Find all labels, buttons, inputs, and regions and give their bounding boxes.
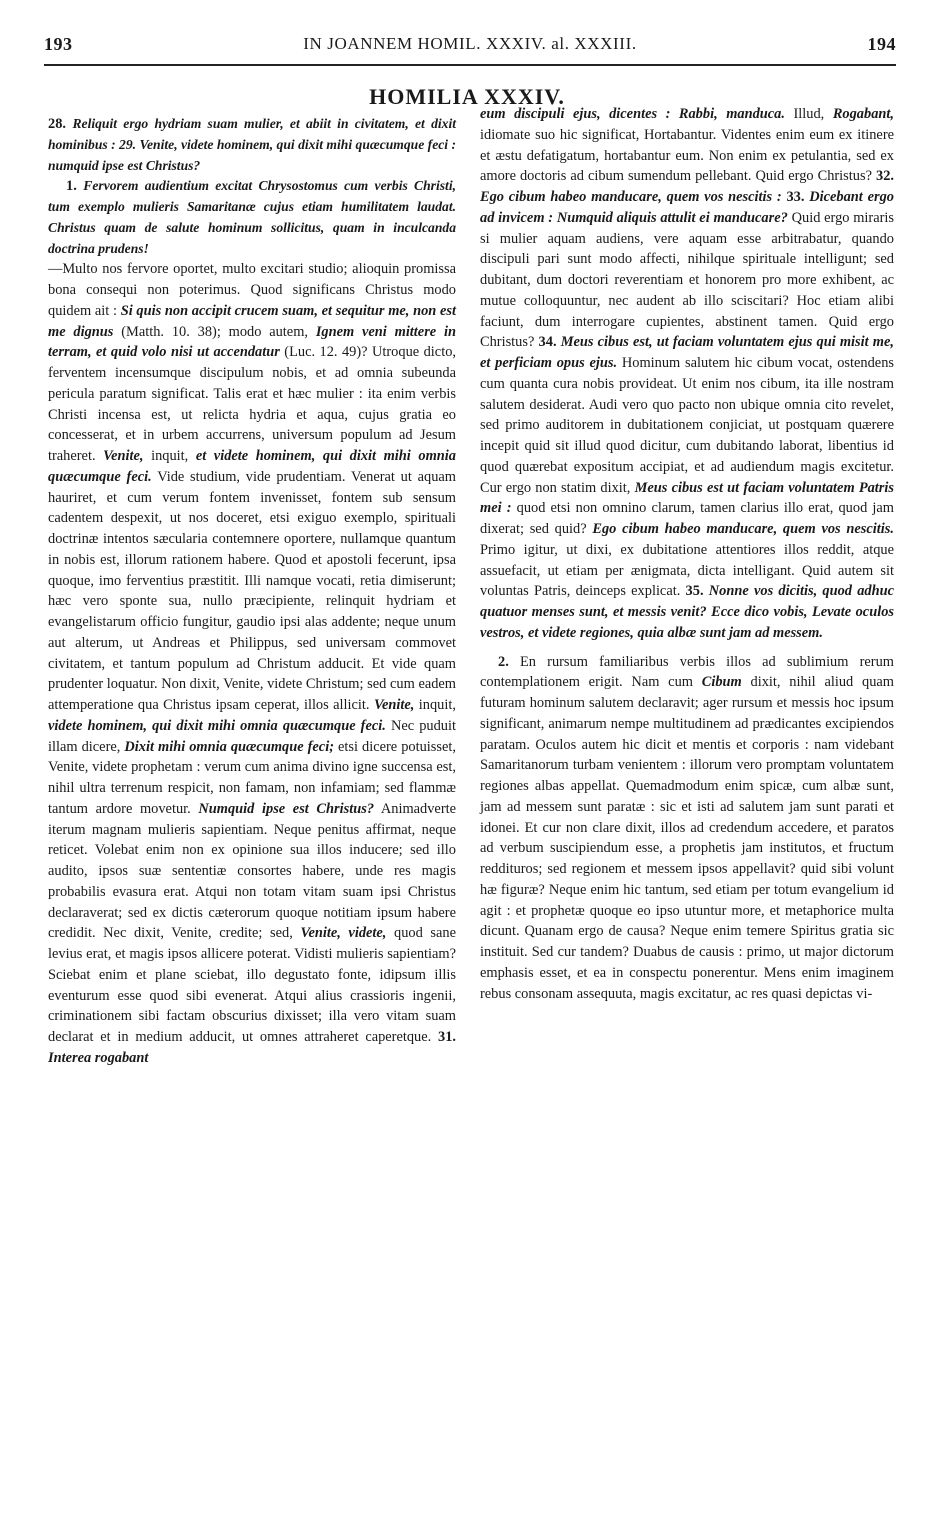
running-head [44,34,896,58]
body-text: quod sane levius erat, et magis ipsos allicere poterat. Vidisti mulieris sapientiam? Sciebat enim et plane sciebat, illo degustato fonte, idipsum illis eventurum esse quod sibi evenerat. Atqui alius crassioris ingenii, criminationem sibi factam obscurius dixisset; illa vero vitam suam declarat et in medium adducit, ut omnes attraheret caperetque. [48,925,456,1045]
body-text: En rursum familiaribus verbis illos ad sublimium rerum contemplationem erigit. Nam cum [480,653,894,691]
quotation: Ego cibum habeo manducare, quem vos nescitis. [592,521,894,537]
quotation: eum discipuli ejus, dicentes : Rabbi, manduca. [480,106,785,122]
body-text: quod etsi non omnino clarum, tamen clarius illo erat, quod jam dixerat; sed quid? [480,500,894,537]
page-number-left: 193 [44,34,73,54]
quotation: Venite, [103,448,144,464]
quotation: Venite, videte, [300,925,387,942]
verse-text: Reliquit ergo hydriam suam mulier, et abiit in civitatem, et dixit hominibus : 29. Venite, videte hominem, qui dixit mihi quæcumque feci : numquid ipse est Christus? [48,116,456,173]
body-text: Quid ergo miraris si mulier aquam audiens, vere aquam esse arbitrabatur, quando discipuli pari sunt modo affecti, nihilque spirituale intelligunt; sed dubitant, dum doctori reverentiam et honorem pro more exhibent, ac mutue colloquuntur, nec audent ab illo sciscitari? Hoc etiam alibi faciunt, dum interrogare cupientes, abstinent tamen. Quid ergo Christus? [480,209,894,351]
quotation: et videte hominem, qui dixit mihi omnia quæcumque feci. [48,448,456,485]
body-text: inquit, [151,448,189,464]
quotation: Nonne vos dicitis, quod adhuc quatuor menses sunt, et messis venit? Ecce dico vobis, Levate oculos vestros, et videte regiones, quia albæ sunt jam ad messem. [480,583,894,641]
header-rule [44,64,896,66]
summary-paragraph [48,176,456,259]
body-text: Illud, [793,106,825,122]
body-text: inquit, [418,697,456,713]
section-number: 1. [66,178,77,195]
body-paragraph [480,104,894,644]
summary-text: Fervorem audientium excitat Chrysostomus cum verbis Christi, tum exemplo mulieris Samaritanæ cujus etiam humilitatem laudat. Christus quam de salute hominum sollicitus, quam in inculcanda doctrina prudens! [48,178,456,256]
verse-number: 33. [786,189,805,205]
section-2-paragraph [480,652,894,1005]
quotation: videte hominem, qui dixit mihi omnia quæcumque feci. [48,717,386,734]
quotation: Rogabant, [832,106,894,122]
quotation: Interea rogabant [48,1049,149,1066]
quotation: Si quis non accipit crucem suam, et sequitur me, non est me dignus [48,302,456,340]
quotation: Ignem veni mittere in terram, et quid volo nisi ut accendatur [48,323,457,361]
body-text: idiomate suo hic significat, Hortabantur. Videntes enim eum ex itinere et æstu defatigatum, hortabantur eum. Non enim ex petulantia, sed ex amore doctoris ad cibum sumendum pellebant. Quid ergo Christus? [480,126,894,185]
right-column [480,104,894,1004]
verse-28-paragraph [48,114,456,176]
body-text: Nec puduit illam dicere, [48,717,456,755]
quotation: Numquid ipse est Christus? [198,800,375,817]
verse-number: 32. [876,168,894,185]
verse-number: 31. [438,1029,456,1045]
body-text: Animadverte iterum magnam mulieris sapientiam. Neque penitus affirmat, neque reticet. Volebat enim non ex opinione sua illos inducere; sed illo audito, ipsos suæ sententiæ consortes habere, unde res magis probabilis evasura erat. Atqui non totam vitam suam ipsi Christus declaraverat; sed ex dictis cæterorum quoque notitiam ipsum habere credidit. Nec dixit, Venite, credite; sed, [48,800,456,942]
body-paragraph [48,259,456,1068]
quotation: Cibum [701,674,742,691]
reference: (Matth. 10. 38) [121,323,217,340]
left-column [48,114,456,1069]
verse-number: 35. [685,583,704,600]
body-text: etsi dicere potuisset, Venite, videte prophetam : verum cum anima divino igne succensa est, nihil ultra terrenum respicit, non famam, non infamiam; sed flammæ tantum ardore movetur. [48,738,456,817]
body-text: Primo igitur, ut dixi, ex dubitatione attentiores illos reddit, atque assuefacit, ut etiam per ænigmata, dicta intelligant. Quid autem sit voluntas Patris, deinceps explicat. [480,541,894,600]
quotation: Meus cibus est ut faciam voluntatem Patris mei : [480,479,895,517]
body-text: ? Utroque dicto, ferventem incensumque discipulum nobis, et ad omnia subeunda pericula paratum significat. Talis erat et hæc mulier : ita enim verbis Christi incensa est, ut relicta hydria et aqua, cujus gratia eo concesserat, et in urbem accurrens, universum populum ad Jesum traheret. [48,344,456,464]
running-title: IN JOANNEM HOMIL. XXXIV. al. XXXIII. [303,34,637,53]
quotation: Dicebant ergo ad invicem : Numquid aliquis attulit ei manducare? [480,189,894,226]
verse-number: 34. [538,334,557,351]
body-text: dixit, nihil aliud quam futuram hominum salutem declaravit; ager rursum et messis hoc ipsum significant, animarum nempe multitudinem ad prædicantes excipiendos paratam. Oculos autem hic dicit et mentis et corporis : nam videbant Samaritanorum turbam venientem : illorum vero promptam voluntatem regiones albas appellat. Quemadmodum enim spicæ, cum albæ sunt, jam ad messem sunt paratæ : sic et isti ad salutem jam sunt parati et idonei. Et cur non clare dixit, illos ad credendum accedere, et paratos ad verbum suscipiendum esse, a prophetis jam institutos, et fructum reddituros; sed regionem et messem ipsos appellavit? quid sibi volunt hæ figuræ? Neque enim hic tantum, sed etiam per totum evangelium id agit : et prophetæ quoque eo ipso utuntur more, et metaphorice multa dicunt. Quanam ergo de causa? Neque enim temere Spiritus gratia sic instituit. Sed cur tandem? Duabus de causis : primo, ut major dictorum emphasis esset, et ea in conspectu ponerentur. Mens enim imaginem rebus consonam assequuta, magis excitatur, ac res quasi depictas vi- [480,674,894,1002]
reference: (Luc. 12. 49) [284,344,362,361]
quotation: Venite, [373,697,415,713]
homily-title: HOMILIA XXXIV. [369,84,565,109]
quotation: Dixit mihi omnia quæcumque feci; [124,738,334,755]
body-text: ; modo autem, [216,323,308,340]
body-text: Vide studium, vide prudentiam. Venerat ut aquam hauriret, et cum verum fontem invenisset, fontem sub sensum cadentem despexit, ut nos doceret, etsi exiguo exemplo, spirituali doctrinæ intentos sæcularia contemnere oportere, nullamque quantum in nobis est, illorum rationem habere. Quod et apostoli fecerunt, ipsa quoque, imo ferventius præstitit. Illi namque vocati, retia dimiserunt; hæc vero sponte sua, nullo præcipiente, relinquit hydriam et evangelistarum officio fungitur, gaudio ipsi alas addente; neque unum aut alterum, ut Andreas et Philippus, sed universam commovet civitatem, et tantum populum ad Christum adducit. Et vide quam prudenter loquatur. Non dixit, Venite, videte Christum; sed cum eadem attemperatione qua Christus ipsam ceperat, illos allicit. [48,468,456,713]
body-text: Hominum salutem hic cibum vocat, ostendens cum quanta cura nobis provideat. Ut enim nos cibum, ita ille nostram salutem desiderat. Audi vero quo pacto non ubique omnia cito revelet, sed primo auditorem in dubitationem conjiciat, ut postquam quærere incepit quid sit illud quod dicitur, cum dubitando laborat, libentius id quod quærebat expositum accipiat, et ad audiendum magis excitetur. Cur ergo non statim dixit, [480,355,894,496]
quotation: Meus cibus est, ut faciam voluntatem ejus qui misit me, et perficiam opus ejus. [480,334,894,371]
quotation: Ego cibum habeo manducare, quem vos nescitis : [480,189,782,205]
page-number-right: 194 [867,34,896,54]
verse-number: 28. [48,116,66,132]
body-text: —Multo nos fervore oportet, multo excitari studio; alioquin promissa bona consequi non poterimus. Quod significans Christus modo quidem ait : [48,261,456,319]
section-number: 2. [498,653,509,670]
